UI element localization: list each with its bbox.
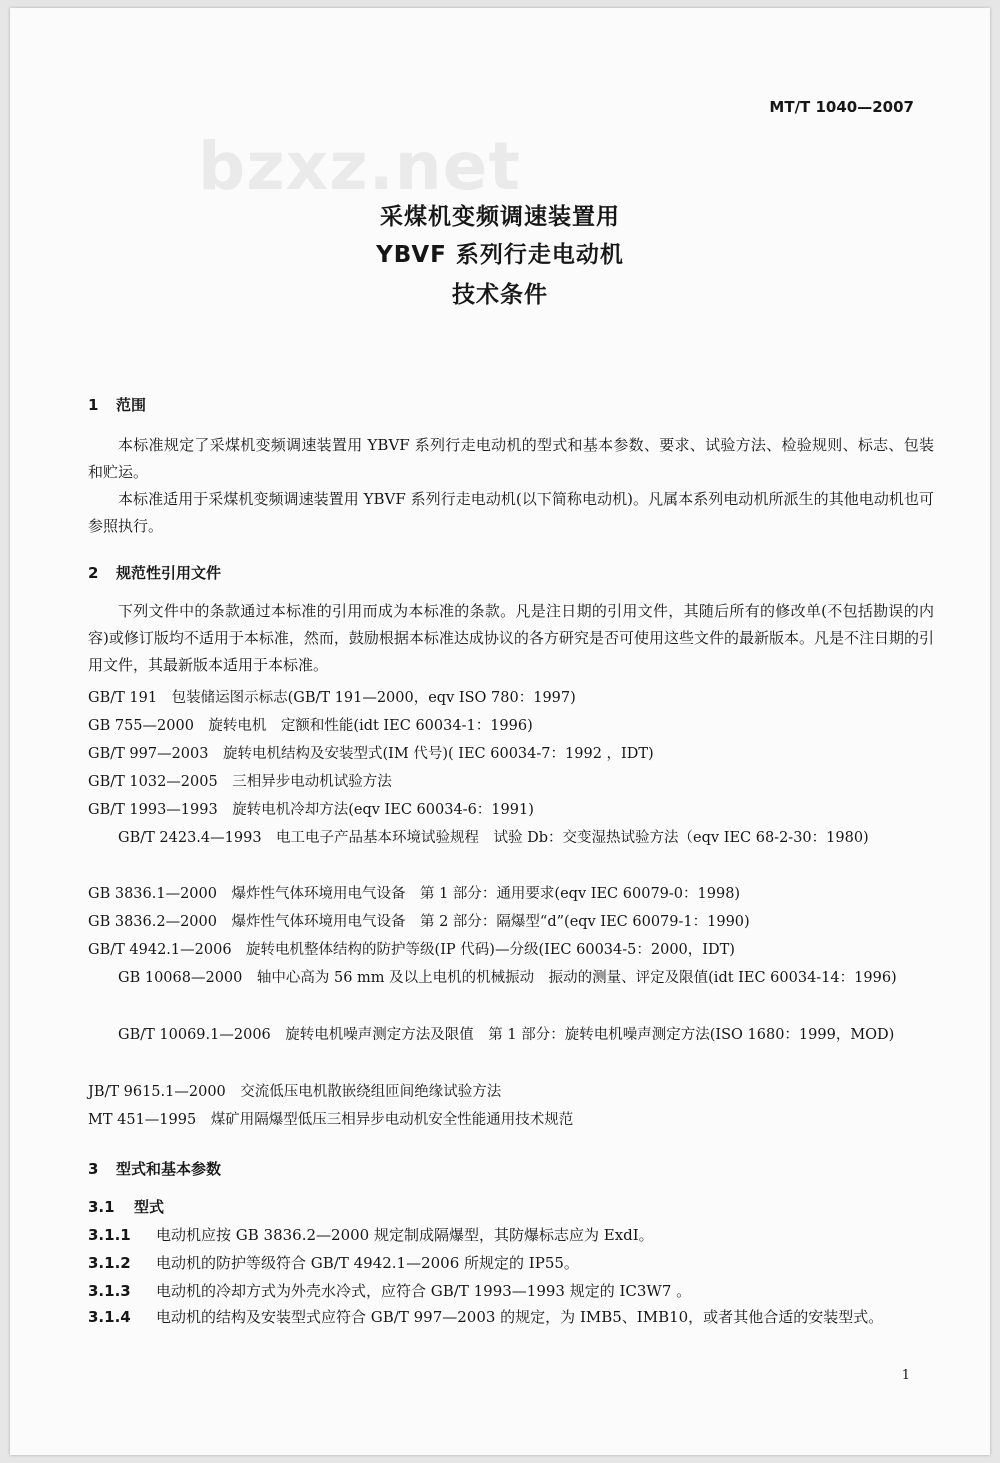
watermark: bzxz.net <box>198 128 522 205</box>
title-line-1: 采煤机变频调速装置用 <box>380 204 620 230</box>
clause-3-1-3 <box>88 1280 691 1301</box>
section-title: 规范性引用文件 <box>116 564 222 582</box>
section-heading-scope <box>88 394 146 415</box>
reference-item: GB/T 1993—1993 旋转电机冷却方法(eqv IEC 60034-6：1991) <box>88 802 534 818</box>
reference-item: GB 3836.1—2000 爆炸性气体环境用电气设备 第 1 部分：通用要求(eqv IEC 60079-0：1998) <box>88 886 741 902</box>
paragraph-references-intro: 下列文件中的条款通过本标准的引用而成为本标准的条款。凡是注日期的引用文件，其随后所有的修改单(不包括勘误的内容)或修订版均不适用于本标准，然而，鼓励根据本标准达成协议的各方研究是否可使用这些文件的最新版本。凡是不注日期的引用文件，其最新版本适用于本标准。 <box>88 602 934 674</box>
reference-item: GB/T 10069.1—2006 旋转电机噪声测定方法及限值 第 1 部分：旋转电机噪声测定方法(ISO 1680：1999，MOD) <box>118 1027 895 1043</box>
clause-number: 3.1.3 <box>88 1282 131 1300</box>
reference-item: GB 10068—2000 轴中心高为 56 mm 及以上电机的机械振动 振动的测量、评定及限值(idt IEC 60034-14：1996) <box>118 970 897 986</box>
reference-item: JB/T 9615.1—2000 交流低压电机散嵌绕组匝间绝缘试验方法 <box>88 1084 502 1100</box>
section-title: 型式和基本参数 <box>116 1160 222 1178</box>
standard-number: MT/T 1040—2007 <box>769 98 914 116</box>
reference-item: GB/T 191 包装储运图示标志(GB/T 191—2000，eqv ISO 780：1997) <box>88 690 576 706</box>
section-heading-normative-references <box>88 562 221 583</box>
paragraph-scope-2: 本标准适用于采煤机变频调速装置用 YBVF 系列行走电动机(以下简称电动机)。凡属本系列电动机所派生的其他电动机也可参照执行。 <box>88 490 934 535</box>
clause-3-1-2 <box>88 1252 579 1273</box>
clause-text: 电动机的结构及安装型式应符合 GB/T 997—2003 的规定，为 IMB5、IMB10，或者其他合适的安装型式。 <box>156 1308 884 1326</box>
section-number: 2 <box>88 564 99 582</box>
section-number: 3.1 <box>88 1198 115 1216</box>
section-title: 型式 <box>134 1198 165 1216</box>
reference-item: GB/T 1032—2005 三相异步电动机试验方法 <box>88 774 392 790</box>
title-line-3: 技术条件 <box>452 282 548 308</box>
section-title: 范围 <box>116 396 147 414</box>
clause-number: 3.1.2 <box>88 1254 131 1272</box>
reference-item: GB/T 4942.1—2006 旋转电机整体结构的防护等级(IP 代码)—分级(IEC 60034-5：2000，IDT) <box>88 942 735 958</box>
reference-item: GB/T 997—2003 旋转电机结构及安装型式(IM 代号)( IEC 60034-7：1992 ，IDT) <box>88 746 654 762</box>
clause-number: 3.1.4 <box>88 1308 131 1326</box>
reference-item: MT 451—1995 煤矿用隔爆型低压三相异步电动机安全性能通用技术规范 <box>88 1112 574 1128</box>
section-number: 1 <box>88 396 99 414</box>
document-page <box>10 8 990 1455</box>
section-number: 3 <box>88 1160 99 1178</box>
section-heading-types-parameters <box>88 1158 221 1179</box>
reference-item: GB 3836.2—2000 爆炸性气体环境用电气设备 第 2 部分：隔爆型“d”(eqv IEC 60079-1：1990) <box>88 914 750 930</box>
clause-number: 3.1.1 <box>88 1226 131 1244</box>
clause-3-1-4 <box>88 1304 934 1331</box>
subsection-heading-type <box>88 1196 164 1217</box>
page-number: 1 <box>901 1368 910 1383</box>
clause-text: 电动机的冷却方式为外壳水冷式，应符合 GB/T 1993—1993 规定的 IC3W7 。 <box>156 1282 692 1300</box>
paragraph-scope-1: 本标准规定了采煤机变频调速装置用 YBVF 系列行走电动机的型式和基本参数、要求、试验方法、检验规则、标志、包装和贮运。 <box>88 436 934 481</box>
reference-item: GB/T 2423.4—1993 电工电子产品基本环境试验规程 试验 Db：交变湿热试验方法（eqv IEC 68-2-30：1980) <box>118 830 869 846</box>
clause-3-1-1 <box>88 1224 654 1245</box>
clause-text: 电动机应按 GB 3836.2—2000 规定制成隔爆型，其防爆标志应为 ExdⅠ。 <box>156 1226 654 1244</box>
clause-text: 电动机的防护等级符合 GB/T 4942.1—2006 所规定的 IP55。 <box>156 1254 579 1272</box>
title-line-2: YBVF 系列行走电动机 <box>376 242 624 268</box>
reference-item: GB 755—2000 旋转电机 定额和性能(idt IEC 60034-1：1996) <box>88 718 533 734</box>
